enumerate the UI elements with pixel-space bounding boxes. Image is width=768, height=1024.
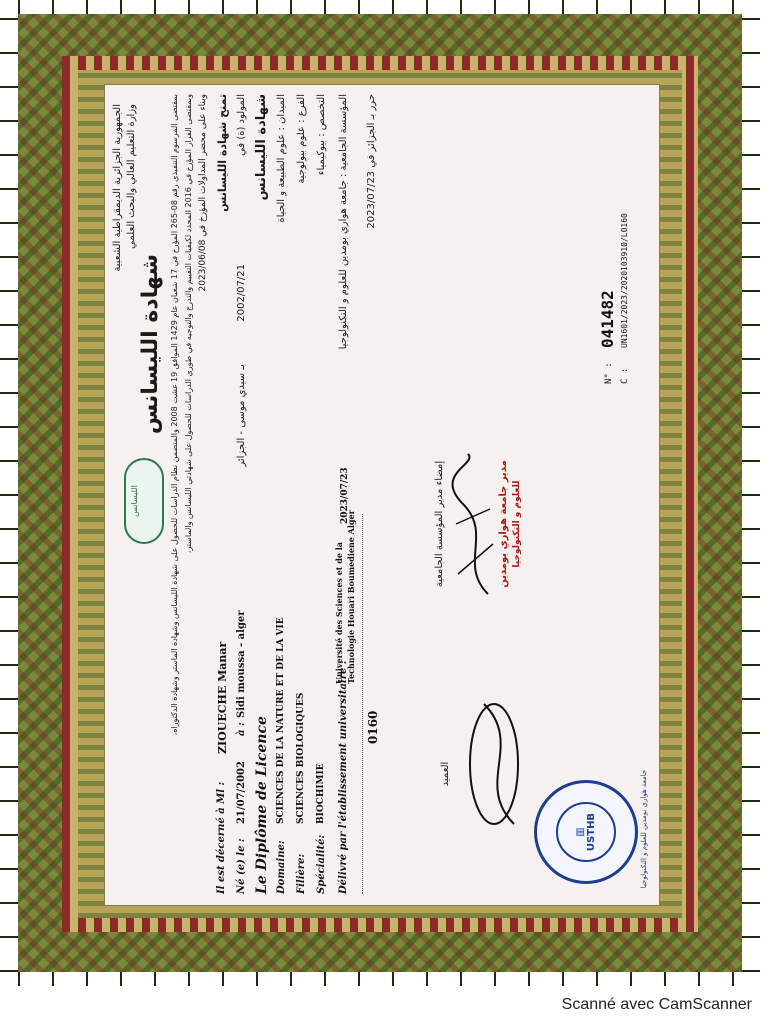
delivered-label-fr: Délivré par l'établissement universitaire :	[338, 660, 349, 894]
delivered-by-ar: المؤسسة الجامعية : جامعة هواري بومدين للعلوم و التكنولوجيا	[338, 94, 349, 350]
certificate-content	[104, 84, 658, 904]
born-label-ar: المولود (ة) في	[236, 94, 247, 156]
university-logo-icon: ▥	[575, 827, 586, 837]
legal-text-line-3: وبناء على محضر المداولات المؤرخ في 2023/06/08	[198, 94, 208, 292]
date-line-ar: حرر بـ الجزائر في 2023/07/23	[366, 94, 377, 229]
born-label-fr: Né (e) le :	[236, 838, 247, 894]
dean-signature-icon	[454, 684, 534, 844]
born-date-ar: 2002/07/21	[236, 264, 247, 322]
recipient-name: ZIOUECHE Manar	[216, 641, 229, 754]
stamp-ring-text: جامعة هواري بومدين للعلوم و التكنولوجيا	[640, 769, 648, 889]
granted-label-fr: Il est décerné à Ml :	[216, 781, 227, 894]
stamp-acronym: USTHB	[586, 812, 597, 852]
certificate-subtitle-ar: شهادة الليسانس	[254, 94, 269, 201]
rector-signature-title: إمضاء مدير المؤسسة الجامعية	[434, 460, 445, 588]
branch-ar: الفرع : علوم بيولوجية	[296, 94, 307, 184]
diploma-title-fr: Le Diplôme de Licence	[254, 716, 270, 894]
legal-text-line-1: بمقتضى المرسوم التنفيذي رقم 08-265 المؤرخ في 17 شعبان عام 1429 الموافق 19 غشت 2008 والمتضمن نظام الدراسات للحصول على شهادة الليسانس وشهادة الماستر وشهادة الدكتوراه،	[170, 94, 179, 736]
university-stamp	[534, 780, 638, 884]
issue-date-fr: 2023/07/23	[340, 467, 350, 524]
border-spikes-top	[18, 0, 742, 14]
specialty-label-fr: Spécialité:	[316, 834, 327, 894]
rector-name: مدير جامعة هواري بومدين	[498, 460, 509, 588]
granted-label-ar: تمنح شهادة الليسانس	[216, 94, 229, 212]
border-spikes-bottom	[18, 972, 742, 986]
dean-signature-title: العميد	[440, 761, 451, 787]
institution-line-2: Technologie Houari Boumediene Alger	[346, 510, 356, 684]
serial-prefix: N° :	[604, 362, 614, 384]
green-seal-text: الليسانس	[130, 485, 139, 517]
serial-code: UN1601/2023/2020103910/L0160	[620, 213, 629, 348]
born-date-fr: 21/07/2002	[236, 761, 247, 824]
republic-header: الجمهورية الجزائرية الديمقراطية الشعبية	[112, 104, 123, 272]
ministry-header: وزارة التعليم العالي والبحث العلمي	[126, 104, 137, 249]
serial-code-label: C :	[620, 367, 630, 384]
domain-fr: SCIENCES DE LA NATURE ET DE LA VIE	[276, 617, 286, 824]
domain-label-fr: Domaine:	[276, 840, 287, 894]
born-place-label-fr: à :	[236, 722, 247, 736]
rector-subtitle: للعلوم و التكنولوجيا	[512, 480, 522, 568]
institution-code: 0160	[366, 710, 380, 744]
dotted-rule	[362, 514, 363, 894]
born-place-ar: بـ سيدي موسى - الجزائر	[236, 364, 247, 467]
born-place-fr: Sidi moussa - alger	[236, 610, 247, 718]
institution-line-1: Université des Sciences et de la	[334, 542, 344, 684]
specialty-ar: التخصص : بيوكيمياء	[316, 94, 327, 176]
rector-signature-icon	[448, 444, 498, 604]
stamp-center	[556, 802, 616, 862]
branch-fr: SCIENCES BIOLOGIQUES	[296, 692, 306, 824]
domain-ar: الميدان : علوم الطبيعة و الحياة	[276, 94, 287, 223]
certificate-title-ar: شهادة الليسانس	[138, 253, 163, 435]
serial-number: 041482	[598, 290, 617, 348]
border-spikes-left	[0, 14, 18, 972]
specialty-fr: BIOCHIMIE	[316, 763, 326, 824]
border-spikes-right	[742, 14, 760, 972]
green-seal	[124, 458, 164, 544]
legal-text-line-2: وبمقتضى القرار المؤرخ في 2016 المحدد لكيفيات التقييم والتدرج والتوجيه في طوري الدراسات للحصول على شهادتي الليسانس والماستر،	[184, 94, 193, 554]
branch-label-fr: Filière:	[296, 853, 307, 894]
camscanner-watermark: Scanné avec CamScanner	[561, 996, 752, 1013]
